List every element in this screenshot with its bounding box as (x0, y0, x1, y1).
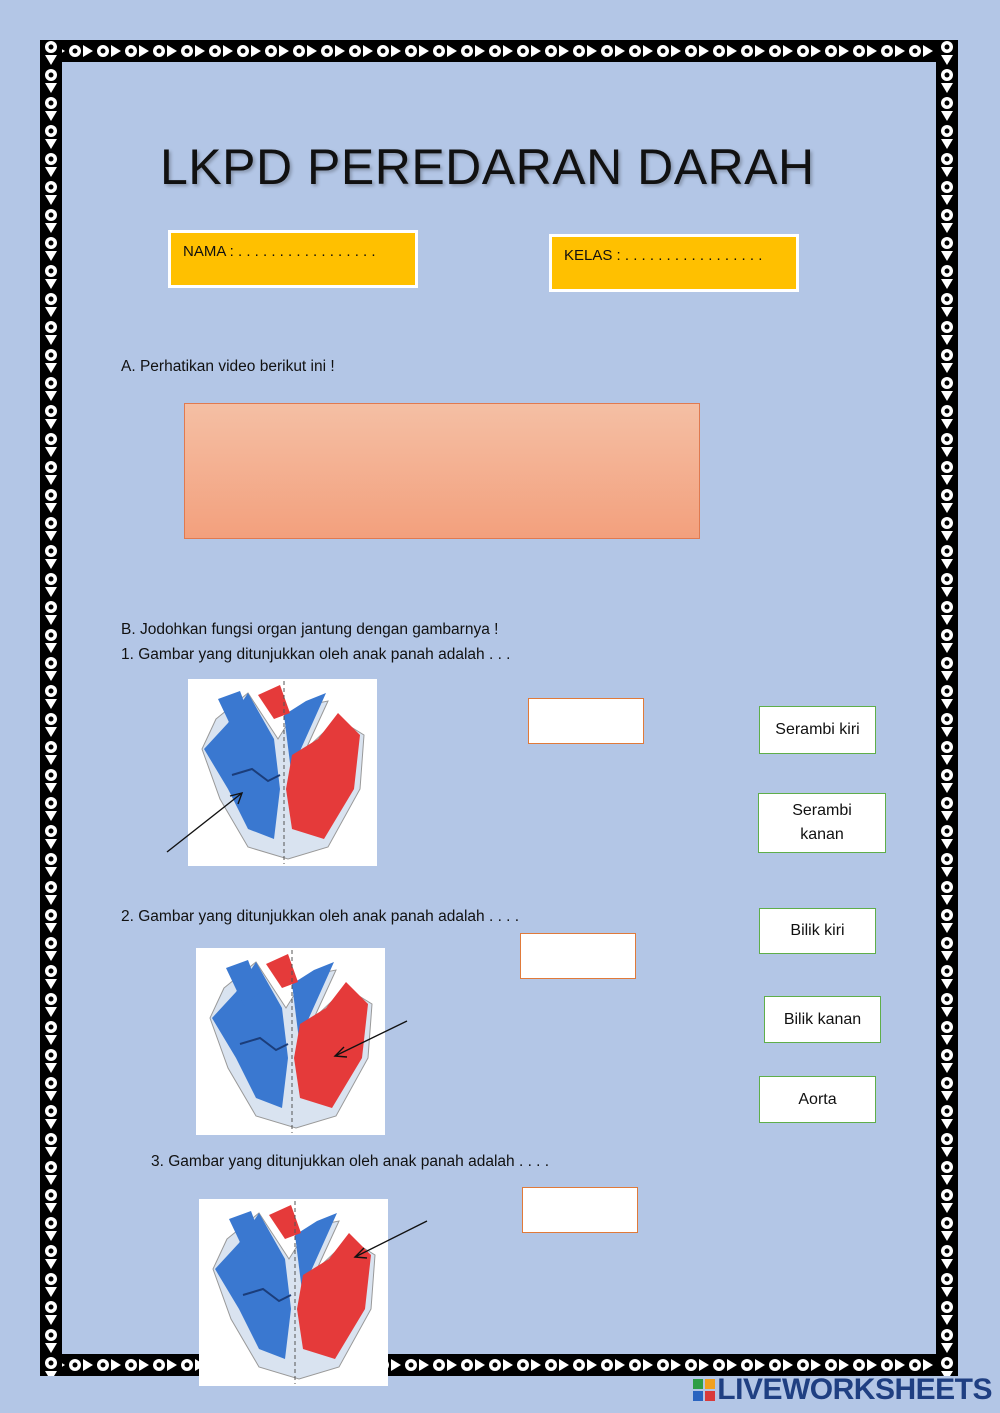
heart-image-3 (199, 1199, 388, 1386)
answer-box-2[interactable] (520, 933, 636, 979)
answer-box-3[interactable] (522, 1187, 638, 1233)
heart-image-2 (196, 948, 385, 1135)
option-bilik-kanan[interactable]: Bilik kanan (764, 996, 881, 1043)
video-player[interactable] (184, 403, 700, 539)
liveworksheets-logo: LIVEWORKSHEETS (693, 1373, 992, 1407)
name-field[interactable] (168, 230, 418, 288)
question-2-text: 2. Gambar yang ditunjukkan oleh anak panah adalah . . . . (121, 908, 520, 925)
border-left (40, 40, 62, 1376)
question-1-text: 1. Gambar yang ditunjukkan oleh anak panah adalah . . . (121, 646, 511, 663)
option-bilik-kiri[interactable]: Bilik kiri (759, 908, 876, 954)
class-label: KELAS : . . . . . . . . . . . . . . . . . (564, 247, 763, 264)
section-a-heading: A. Perhatikan video berikut ini ! (121, 358, 335, 375)
section-b-heading: B. Jodohkan fungsi organ jantung dengan gambarnya ! (121, 621, 499, 638)
option-serambi-kiri[interactable]: Serambi kiri (759, 706, 876, 754)
border-right (936, 40, 958, 1376)
heart-image-1 (188, 679, 377, 866)
class-field[interactable] (549, 234, 799, 292)
question-3-text: 3. Gambar yang ditunjukkan oleh anak panah adalah . . . . (151, 1153, 550, 1170)
border-top (40, 40, 958, 62)
option-serambi-kanan[interactable]: Serambi kanan (758, 793, 886, 853)
page-title: LKPD PEREDARAN DARAH (160, 139, 815, 195)
name-label: NAMA : . . . . . . . . . . . . . . . . . (183, 243, 376, 260)
answer-box-1[interactable] (528, 698, 644, 744)
liveworksheets-logo-icon (693, 1375, 715, 1397)
option-aorta[interactable]: Aorta (759, 1076, 876, 1123)
